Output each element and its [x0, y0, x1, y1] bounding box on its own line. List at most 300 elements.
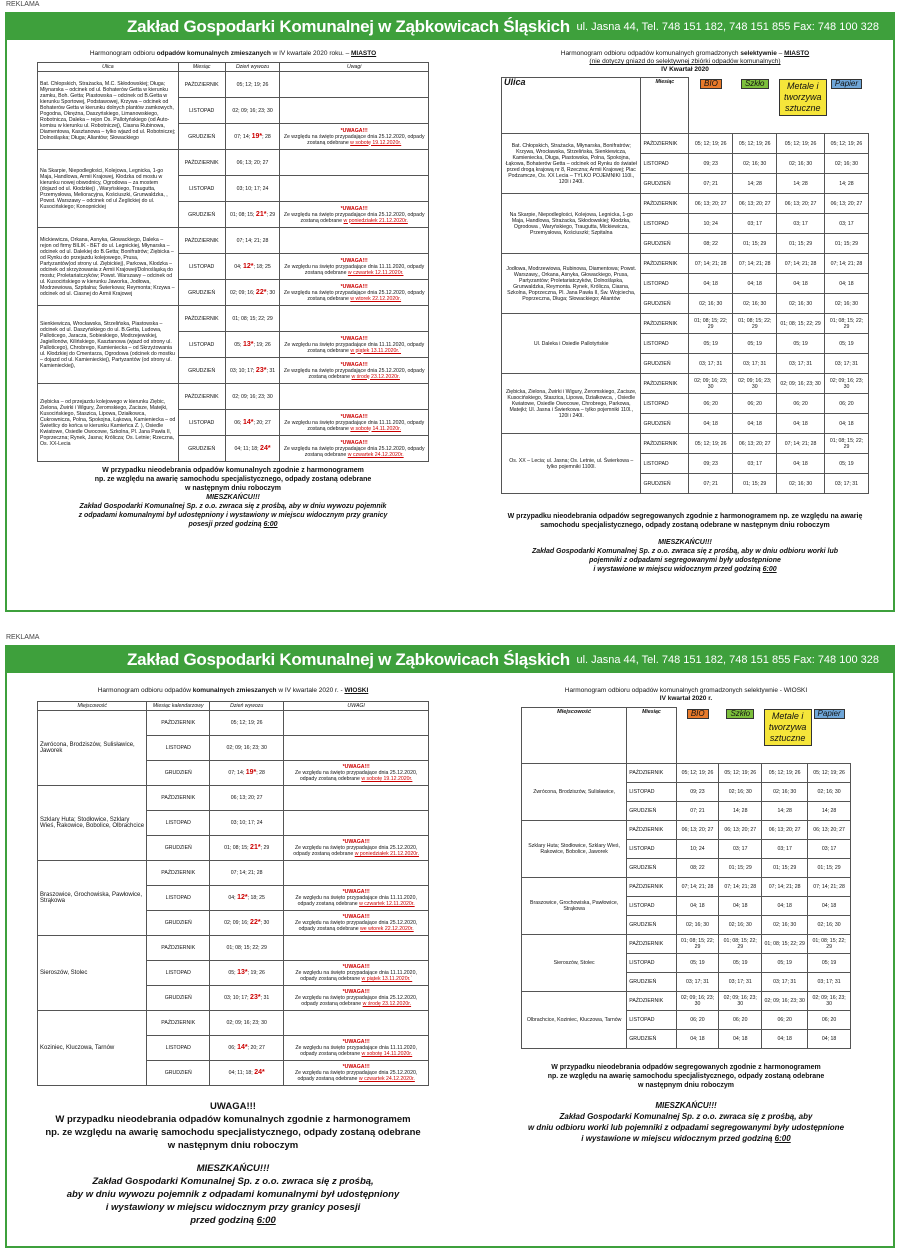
day-cell	[210, 936, 284, 961]
day-cell: 03; 17	[824, 214, 868, 234]
day-cell: 03; 17	[719, 840, 762, 859]
day-shifted: 13*	[242, 340, 254, 348]
day-cell: 04; 18	[676, 1030, 719, 1049]
day-cell: 07; 14; 21; 28	[762, 878, 808, 897]
remarks-cell	[284, 911, 429, 936]
remarks-cell	[284, 1011, 429, 1036]
day-text: 03; 10; 17; 24	[236, 185, 269, 192]
day-cell	[225, 436, 280, 462]
month-cell: PAŹDZIERNIK	[641, 374, 689, 394]
day-cell: 09; 23	[676, 783, 719, 802]
remark-body: Ze względu na święto przypadające dnia 25.12.2020, odpady zostaną odebrane	[293, 845, 418, 857]
day-cell: 05; 12; 19; 26	[689, 434, 733, 454]
day-cell: 06; 20	[733, 394, 777, 414]
day-cell: 07; 14; 21; 28	[676, 878, 719, 897]
street-cell: Sienkiewicza, Wrocławska, Strzelińska, Piastowska – odcinek od ul. Daszyńskiego do ul. B.Getta, Ludowa, Palloticego, Jaracza, Sobieskiego, Modrzejewskiej, Jagiellonów, Kilińskiego, Kasztanowa (wjazd od strony ul. Palloticego), Chrobrego, Kamieniecka – od Skrzyżowania ul. Kłodzkiej do Cmentarza, Ogrodowa (odcinek do mostku – dojazd od ul. Kamienieckiej), Partyzantów (od strony ul. Kamienieckiej),	[38, 306, 179, 384]
day-cell	[225, 384, 280, 410]
day-shifted: 21*	[255, 210, 267, 218]
waste-type-metale: Metale i tworzywa sztuczne	[764, 709, 812, 746]
day-cell: 01; 08; 15; 22; 29	[777, 314, 825, 334]
day-cell: 06; 20	[719, 1011, 762, 1030]
remark-alert: *UWAGA!!!	[342, 989, 370, 995]
day-cell: 04; 18	[777, 274, 825, 294]
month-cell: PAŹDZIERNIK	[147, 711, 210, 736]
remark-text	[286, 1070, 426, 1082]
day-cell: 02; 16; 30	[762, 916, 808, 935]
month-cell: LISTOPAD	[147, 1036, 210, 1061]
day-cell	[225, 176, 280, 202]
remark-text	[282, 290, 426, 302]
day-text: 05;	[234, 341, 243, 348]
remark-text	[282, 420, 426, 432]
month-cell: PAŹDZIERNIK	[147, 786, 210, 811]
remark-text	[282, 446, 426, 458]
column-header: Dzień wywozu	[225, 63, 280, 72]
day-cell: 04; 18	[719, 897, 762, 916]
day-text: 04;	[234, 263, 243, 270]
day-cell: 06; 20	[824, 394, 868, 414]
day-cell: 14; 28	[808, 802, 851, 821]
remark-text	[282, 342, 426, 354]
day-cell: 08; 22	[689, 234, 733, 254]
day-cell	[225, 124, 280, 150]
day-text: ; 20; 27	[253, 419, 271, 426]
day-cell: 06; 20	[762, 1011, 808, 1030]
day-cell	[210, 836, 284, 861]
day-text: 07; 14; 21; 28	[236, 237, 269, 244]
remarks-cell	[280, 358, 429, 384]
day-cell: 02; 09; 16; 23; 30	[824, 374, 868, 394]
miasto-selective-title: Harmonogram odbioru odpadów komunalnych gromadzonych selektywnie – MIASTO (nie dotyczy gniazd do selektywnej zbiórki odpadów komunalnych) IV Kwartał 2020	[560, 50, 810, 73]
street-cell: Zwrócona, Brodziszów, Sulisławice, Jaworek	[38, 711, 147, 786]
column-header: Dzień wywozu	[210, 702, 284, 711]
remark-date: w sobotę 14.11.2020r.	[361, 1051, 413, 1057]
remark-body: Ze względu na święto przypadające dnia 11.11.2020, odpady zostaną odebrane	[295, 970, 417, 982]
day-cell	[210, 861, 284, 886]
column-header: Miesiąc kalendarzowy	[147, 702, 210, 711]
day-text: 06; 13; 20; 27	[230, 795, 263, 801]
remarks-cell	[284, 1036, 429, 1061]
day-cell: 03; 17	[808, 840, 851, 859]
remarks-cell	[284, 1061, 429, 1086]
month-cell: GRUDZIEŃ	[147, 1061, 210, 1086]
street-cell: Sieroszów, Stolec	[38, 936, 147, 1011]
remark-alert: *UWAGA!!!	[340, 361, 368, 368]
month-cell: LISTOPAD	[641, 454, 689, 474]
day-cell	[210, 986, 284, 1011]
street-cell: Na Skarpie, Niepodległości, Kolejowa, Legnicka, 1-go Maja, Handlowa, Strażacka, Skłodowskiej; Kłodzka, Ogrodowa , Waryńskiego, Traugutta, Mickiewicza, Przemysłowa, Kościuszki; Szpitalna	[502, 194, 641, 254]
day-cell: 05; 19	[777, 334, 825, 354]
remark-alert: *UWAGA!!!	[340, 283, 368, 290]
day-cell	[225, 306, 280, 332]
month-cell: PAŹDZIERNIK	[178, 306, 225, 332]
month-cell: LISTOPAD	[641, 154, 689, 174]
month-cell: GRUDZIEŃ	[178, 202, 225, 228]
remark-date: w piątek 13.11.2020r.`	[350, 347, 402, 354]
remark-alert: *UWAGA!!!	[340, 257, 368, 264]
day-cell: 02; 16; 30	[689, 294, 733, 314]
day-cell	[210, 1061, 284, 1086]
day-cell: 06; 13; 20; 27	[824, 194, 868, 214]
column-header-street: Ulica	[502, 78, 641, 134]
remark-date: w poniedziałek 21.12.2020r.	[354, 851, 420, 857]
waste-type-papier: Papier	[831, 79, 862, 89]
remarks-cell	[284, 711, 429, 736]
company-name: Zakład Gospodarki Komunalnej w Ząbkowicach Śląskich	[127, 17, 570, 36]
day-cell: 02; 09; 16; 23; 30	[733, 374, 777, 394]
remark-text	[286, 1045, 426, 1057]
column-header-month: Miesiąc	[627, 708, 676, 764]
month-cell: GRUDZIEŃ	[627, 859, 676, 878]
remark-text	[282, 134, 426, 146]
day-shifted: 21*	[250, 844, 261, 851]
remark-alert: *UWAGA!!!	[342, 914, 370, 920]
day-shifted: 19*	[251, 132, 263, 140]
street-cell: Ul. Daleka i Osiedle Pallotyńskie	[502, 314, 641, 374]
month-cell: PAŹDZIERNIK	[627, 935, 676, 954]
advert-label: REKLAMA	[6, 1, 40, 8]
column-header-month: Miesiąc	[641, 78, 689, 134]
day-cell: 01; 15; 29	[824, 234, 868, 254]
table-row	[502, 254, 869, 274]
day-shifted: 24*	[254, 1069, 265, 1076]
column-header-metale	[777, 78, 825, 134]
day-cell	[210, 886, 284, 911]
table-row	[38, 786, 429, 811]
day-cell: 05; 19	[808, 954, 851, 973]
month-cell: GRUDZIEŃ	[178, 358, 225, 384]
table-row	[38, 711, 429, 736]
month-cell: PAŹDZIERNIK	[641, 314, 689, 334]
day-cell: 02; 09; 16; 23; 30	[676, 992, 719, 1011]
miasto-selective-notes: W przypadku nieodebrania odpadów segregowanych zgodnie z harmonogramem np. ze względu na awarię samochodu specjalistycznego, odpady zostaną odebrane w następnym dniu roboczym MIESZKAŃCU!!! Zakład Gospodarki Komunalnej Sp. z o.o. zwraca się z prośbą, aby w dniu odbioru worki lub pojemniki z odpadami segregowanymi były udostępnione i wystawione w miejscu widocznym przed godziną 6:00	[507, 513, 863, 573]
wioski-selective-title: Harmonogram odbioru odpadów komunalnych gromadzonych selektywnie - WIOSKI IV kwartał 2020 r.	[564, 687, 808, 702]
day-cell	[225, 332, 280, 358]
day-cell: 02; 16; 30	[777, 154, 825, 174]
street-cell: Bat. Chłopskich, Strażacka, M.C. Skłodowskiej; Długa; Młynarska – odcinek od ul. Bohaterów Getta w kierunku zamku, Boh. Getta; Piastowska – odcinek od B.Getta w kierunku Sportowej, Podstawowej, Krzywa – odcinek od Bohaterów Getta w kierunku dolnych plantów zamkowych, Pogodna, Okrężna, Daszyńskiego, Limanowskiego, Robotnicza, Daleka – rejon Os. Pallotyńskiego (od Auto-komisu w kierunku ul. Robotniczej), Ciasna Rubinowa, Diamentowa, Kasztanowa – tylko wjazd od ul. Robotniczej; Dolnośląska; Długa; Aliantów; Słowackiego	[38, 72, 179, 150]
day-cell	[210, 811, 284, 836]
waste-type-szklo: Szkło	[741, 79, 769, 89]
wioski-selective-notes: W przypadku nieodebrania odpadów segregowanych zgodnie z harmonogramem np. ze względu na awarię samochodu specjalistycznego, odpady zostaną odebrane w następnym dniu roboczym MIESZKAŃCU!!! Zakład Gospodarki Komunalnej Sp. z o.o. zwraca się z prośbą, aby w dniu odbioru worki lub pojemniki z odpadami segregowanymi były udostępnione i wystawione w miejscu widocznym przed godziną 6:00	[527, 1064, 845, 1143]
month-cell: PAŹDZIERNIK	[147, 1011, 210, 1036]
day-cell: 04; 18	[689, 414, 733, 434]
month-cell: LISTOPAD	[627, 1011, 676, 1030]
month-cell: PAŹDZIERNIK	[627, 764, 676, 783]
day-cell: 06; 13; 20; 27	[777, 194, 825, 214]
day-shifted: 19*	[245, 769, 257, 776]
month-cell: PAŹDZIERNIK	[641, 194, 689, 214]
company-banner-2	[7, 647, 893, 673]
remark-body: Ze względu na święto przypadające dnia 25.12.2020, odpady zostaną odebrane	[295, 1070, 418, 1082]
day-cell: 09; 23	[689, 454, 733, 474]
remark-body: Ze względu na święto przypadające dnia 25.12.2020, odpady zostaną odebrane	[295, 770, 418, 782]
table-row	[502, 134, 869, 154]
day-cell: 01; 08; 15; 22; 29	[689, 314, 733, 334]
day-cell: 07; 14; 21; 28	[719, 878, 762, 897]
street-cell: Zwrócona, Brodziszów, Sulisławice,	[522, 764, 627, 821]
day-text: ; 19; 26	[247, 970, 265, 976]
day-shifted: 22*	[250, 919, 261, 926]
day-cell: 05; 12; 19; 26	[777, 134, 825, 154]
month-cell: GRUDZIEŃ	[178, 436, 225, 462]
day-cell: 05; 19	[824, 334, 868, 354]
street-cell: Jodłowa, Modrzewiowa, Rubinowa, Diamentowa; Powst. Warszawy,, Orkana, Asnyka, Głowackiego, Prusa, Partyzantów; Proletariatczyków, Dolnośląska, Grunwaldzka, Reymonta. Rynek, Królicza, Ciasna, Szkolna, Poprzeczna, Pl. Jana Pawła II, Św. Wojciecha, Poprzeczna, Długa; Słowackiego; Aliantów	[502, 254, 641, 314]
day-cell: 04; 18	[777, 414, 825, 434]
wioski-mixed-table	[37, 701, 429, 1086]
remark-body: Ze względu na święto przypadające dnia 25.12.2020, odpady zostaną odebrane	[283, 445, 425, 458]
day-cell: 05; 12; 19; 26	[808, 764, 851, 783]
column-header-bio	[689, 78, 733, 134]
day-text: 03; 10; 17;	[229, 367, 256, 374]
day-text: 04; 11; 18;	[228, 1070, 255, 1076]
waste-type-metale: Metale i tworzywa sztuczne	[779, 79, 827, 116]
wioski-mixed-section	[37, 687, 429, 1227]
remark-date: w piątek 13.11.2020r.`	[361, 976, 413, 982]
day-cell: 03; 17; 31	[719, 973, 762, 992]
remark-text	[286, 895, 426, 907]
day-text: 04;	[228, 895, 238, 901]
street-cell: Sieroszów, Stolec	[522, 935, 627, 992]
month-cell: LISTOPAD	[147, 961, 210, 986]
remarks-cell	[284, 861, 429, 886]
day-text: ; 19; 26	[253, 341, 271, 348]
month-cell: GRUDZIEŃ	[178, 124, 225, 150]
remarks-cell	[280, 410, 429, 436]
day-cell: 07; 21	[689, 474, 733, 494]
day-cell: 07; 21	[676, 802, 719, 821]
day-cell: 03; 17; 31	[777, 354, 825, 374]
day-text: 06; 13; 20; 27	[236, 159, 269, 166]
day-cell: 02; 16; 30	[808, 783, 851, 802]
day-cell: 05; 12; 19; 26	[719, 764, 762, 783]
day-text: ; 18; 25	[247, 895, 265, 901]
street-cell: Ziębicka, Zielona, Żwirki i Wigury, Żeromskiego, Zacisze, Kusocińskiego, Staszica, Lipowa, Działkowca, , Osiedle Kwiatowe, Osiedle Owocowe, Chrobrego, Parkowa, Matejki; Ul. Jasna i Świerkowa – tylko pojemniki 110l., 120l i 240l.	[502, 374, 641, 434]
remark-date: w czwartek 12.11.2020r.	[359, 901, 415, 907]
column-header-street: Miejscowość	[522, 708, 627, 764]
column-header-szklo	[719, 708, 762, 764]
day-cell: 02; 16; 30	[824, 154, 868, 174]
day-cell: 04; 18	[762, 1030, 808, 1049]
table-row	[522, 764, 851, 783]
day-text: ; 20; 27	[247, 1045, 265, 1051]
remark-alert: *UWAGA!!!	[340, 127, 368, 134]
table-row	[38, 936, 429, 961]
month-cell: PAŹDZIERNIK	[147, 936, 210, 961]
day-cell: 05; 19	[824, 454, 868, 474]
company-address-2: ul. Jasna 44, Tel. 748 151 182, 748 151 855 Fax: 748 100 328	[576, 654, 879, 666]
day-cell: 07; 14; 21; 28	[689, 254, 733, 274]
remark-body: Ze względu na święto przypadające dnia 25.12.2020, odpady zostaną odebrane	[295, 995, 418, 1007]
day-text: 05; 12; 19; 26	[236, 81, 269, 88]
day-cell: 04; 18	[808, 897, 851, 916]
table-row	[38, 228, 429, 254]
waste-type-szklo: Szkło	[726, 709, 754, 719]
remark-date: w poniedziałek 21.12.2020r.	[343, 217, 408, 224]
remarks-cell	[280, 436, 429, 462]
month-cell: LISTOPAD	[641, 394, 689, 414]
day-text: 02; 09; 16; 23; 30	[232, 107, 273, 114]
day-text: 04; 11; 18;	[234, 445, 261, 452]
remark-body: Ze względu na święto przypadające dnia 25.12.2020, odpady zostaną odebrane	[283, 133, 425, 146]
remark-date: w sobotę 19.12.2020r.	[361, 776, 413, 782]
remarks-cell	[284, 961, 429, 986]
remark-body: Ze względu na święto przypadające dnia 25.12.2020, odpady zostaną odebrane	[283, 289, 425, 302]
table-row	[38, 72, 429, 98]
day-cell: 04; 18	[824, 414, 868, 434]
day-cell: 02; 16; 30	[719, 916, 762, 935]
day-cell: 14; 28	[762, 802, 808, 821]
table-row	[522, 935, 851, 954]
remarks-cell	[284, 936, 429, 961]
remarks-cell	[280, 306, 429, 332]
day-cell: 07; 14; 21; 28	[808, 878, 851, 897]
day-cell: 10; 24	[689, 214, 733, 234]
month-cell: LISTOPAD	[147, 886, 210, 911]
waste-type-bio: BIO	[700, 79, 722, 89]
month-cell: LISTOPAD	[178, 254, 225, 280]
remark-text	[282, 212, 426, 224]
street-cell: Szklary Huta; Stodłowice, Szklary Wieś, Rakowice, Bobolice, Olbrachcice	[38, 786, 147, 861]
day-cell: 07; 14; 21; 28	[824, 254, 868, 274]
month-cell: GRUDZIEŃ	[627, 1030, 676, 1049]
day-shifted: 14*	[237, 1044, 248, 1051]
month-cell: GRUDZIEŃ	[641, 174, 689, 194]
day-cell	[225, 72, 280, 98]
day-text: 07; 14;	[234, 133, 252, 140]
day-cell: 05; 19	[733, 334, 777, 354]
day-cell	[225, 280, 280, 306]
remark-alert: *UWAGA!!!	[340, 413, 368, 420]
day-text: 02; 09; 16; 23; 30	[226, 745, 267, 751]
wioski-selective-table	[521, 707, 851, 1049]
remark-date: w sobotę 19.12.2020r.	[350, 139, 402, 146]
miasto-selective-table	[501, 77, 869, 494]
day-cell	[210, 711, 284, 736]
day-text: ; 29	[260, 845, 270, 851]
day-cell: 02; 16; 30	[719, 783, 762, 802]
day-cell: 02; 16; 30	[733, 294, 777, 314]
day-cell: 06; 20	[777, 394, 825, 414]
remarks-cell	[280, 280, 429, 306]
day-cell: 02; 16; 30	[762, 783, 808, 802]
remark-date: w środę 23.12.2020r.	[362, 1001, 412, 1007]
day-text: 01; 08; 15; 22; 29	[226, 945, 267, 951]
day-cell: 02; 09; 16; 23; 30	[777, 374, 825, 394]
miasto-mixed-table	[37, 62, 429, 462]
street-cell: Os. XX – Lecia; ul. Jasna; Os. Letnie, ul. Świerkowa – tylko pojemniki 1100l.	[502, 434, 641, 494]
day-cell: 04; 18	[808, 1030, 851, 1049]
day-cell: 02; 16; 30	[777, 294, 825, 314]
day-cell: 06; 13; 20; 27	[808, 821, 851, 840]
month-cell: PAŹDZIERNIK	[178, 384, 225, 410]
month-cell: PAŹDZIERNIK	[627, 878, 676, 897]
day-cell: 04; 18	[762, 897, 808, 916]
remarks-cell	[280, 202, 429, 228]
day-text: 06;	[228, 1045, 238, 1051]
day-text: 05;	[228, 970, 238, 976]
remark-alert: *UWAGA!!!	[342, 1064, 370, 1070]
table-row	[502, 194, 869, 214]
day-cell: 06; 13; 20; 27	[733, 194, 777, 214]
day-cell: 02; 16; 30	[808, 916, 851, 935]
column-header: UWAGI	[284, 702, 429, 711]
day-text: ; 30	[266, 289, 276, 296]
remark-date: w czwartek 24.12.2020r.	[358, 1076, 415, 1082]
day-cell	[210, 961, 284, 986]
day-cell	[225, 228, 280, 254]
table-row	[502, 374, 869, 394]
street-cell: Mickiewicza, Orkana, Asnyka, Głowackiego, Daleka – rejon od firmy BILIK - BET do ul. Legnickiej, Młynarska – odcinek od ul. Dalekiej do B.Getta; Bonifratrów; Ziębicka – od Rynku do przejazdu kolejowego, Prusa, Partyzantów(od strony ul. Ziębickiej), Parkowa, Kłodzka – odcinek od skrzyżowania z Armii Krajowej/Dolnośląską do mostu; Proletariatczyków; Powst. Warszawy – odcinek od ul. Kusocińskiego w kierunku Jaworka, Jodłowa, Modrzewiowa, Szpitalna; Świerkowa; Reymonta; Krzywa – odcinek od ul. Ciasnej do Armii Krajowej	[38, 228, 179, 306]
month-cell: LISTOPAD	[147, 811, 210, 836]
day-cell: 03; 17; 31	[689, 354, 733, 374]
remarks-cell	[280, 254, 429, 280]
table-row	[522, 821, 851, 840]
day-cell: 01; 08; 15; 22; 29	[762, 935, 808, 954]
remarks-cell	[284, 836, 429, 861]
day-cell: 05; 12; 19; 26	[762, 764, 808, 783]
day-text: ; 28	[256, 770, 265, 776]
day-cell	[210, 761, 284, 786]
table-row	[522, 992, 851, 1011]
day-cell: 01; 08; 15; 22; 29	[733, 314, 777, 334]
day-cell: 14; 28	[824, 174, 868, 194]
day-cell: 04; 18	[733, 274, 777, 294]
day-cell	[225, 202, 280, 228]
advert-label-2: REKLAMA	[6, 634, 40, 641]
month-cell: GRUDZIEŃ	[641, 474, 689, 494]
month-cell: GRUDZIEŃ	[147, 761, 210, 786]
day-cell: 03; 17; 31	[824, 354, 868, 374]
remarks-cell	[284, 736, 429, 761]
table-row	[38, 150, 429, 176]
remark-date: w czwartek 24.12.2020r.	[347, 451, 404, 458]
day-cell: 08; 22	[676, 859, 719, 878]
month-cell: PAŹDZIERNIK	[178, 150, 225, 176]
day-cell	[225, 254, 280, 280]
column-header-szklo	[733, 78, 777, 134]
day-cell	[225, 150, 280, 176]
remark-date: w środę 23.12.2020r.	[351, 373, 400, 380]
day-cell: 02; 16; 30	[676, 916, 719, 935]
street-cell: Szklary Huta; Stodłowice, Szklary Wieś, Rakowice, Bobolice, Jaworek	[522, 821, 627, 878]
day-cell: 06; 20	[676, 1011, 719, 1030]
month-cell: GRUDZIEŃ	[627, 973, 676, 992]
month-cell: LISTOPAD	[627, 840, 676, 859]
month-cell: PAŹDZIERNIK	[641, 254, 689, 274]
day-cell: 01; 08; 15; 22; 29	[824, 314, 868, 334]
remark-text	[286, 995, 426, 1007]
street-cell: Bat. Chłopskich, Strażacka, Młynarska, Bonifratrów; Krzywa, Wrocławska, Strzelińska, Sienkiewicza, Kamieniecka, Długa, Piastowska, Polna, Spokojna, Łąkowa, Bohaterów Getta – odcinek od Rynku do świateł przed drogą krajową nr 8, Rzeczna; Armii Krajowej; Plac Podzamcze, Os. XX Lecia – TYLKO POJEMNIKI 110l., 120l i 240l.	[502, 134, 641, 194]
miasto-mixed-notes: W przypadku nieodebrania odpadów komunalnych zgodnie z harmonogramem np. ze względu na awarię samochodu specjalistycznego, odpady zostaną odebrane w następnym dniu roboczym MIESZKAŃCU!!! Zakład Gospodarki Komunalnej Sp. z o.o. zwraca się z prośbą, aby w dniu wywozu pojemnik z odpadami komunalnymi był udostępniony i wystawiony w miejscu widocznym przy granicy posesji przed godziną 6:00	[78, 467, 388, 528]
day-cell: 14; 28	[733, 174, 777, 194]
table-row	[38, 861, 429, 886]
company-banner	[7, 14, 893, 40]
day-cell	[210, 911, 284, 936]
day-text: 02; 09; 16; 23; 30	[226, 1020, 267, 1026]
month-cell: PAŹDZIERNIK	[178, 72, 225, 98]
day-cell: 01; 15; 29	[762, 859, 808, 878]
day-text: 01; 08; 15;	[229, 211, 256, 218]
day-text: ; 30	[260, 920, 270, 926]
month-cell: LISTOPAD	[641, 334, 689, 354]
day-cell: 01; 08; 15; 22; 29	[808, 935, 851, 954]
panel-wioski	[5, 645, 895, 1248]
day-shifted: 22*	[255, 288, 267, 296]
remark-date: we wtorek 22.12.2020r.	[360, 926, 414, 932]
remark-alert: *UWAGA!!!	[340, 205, 368, 212]
day-cell: 06; 20	[689, 394, 733, 414]
remarks-cell	[284, 986, 429, 1011]
